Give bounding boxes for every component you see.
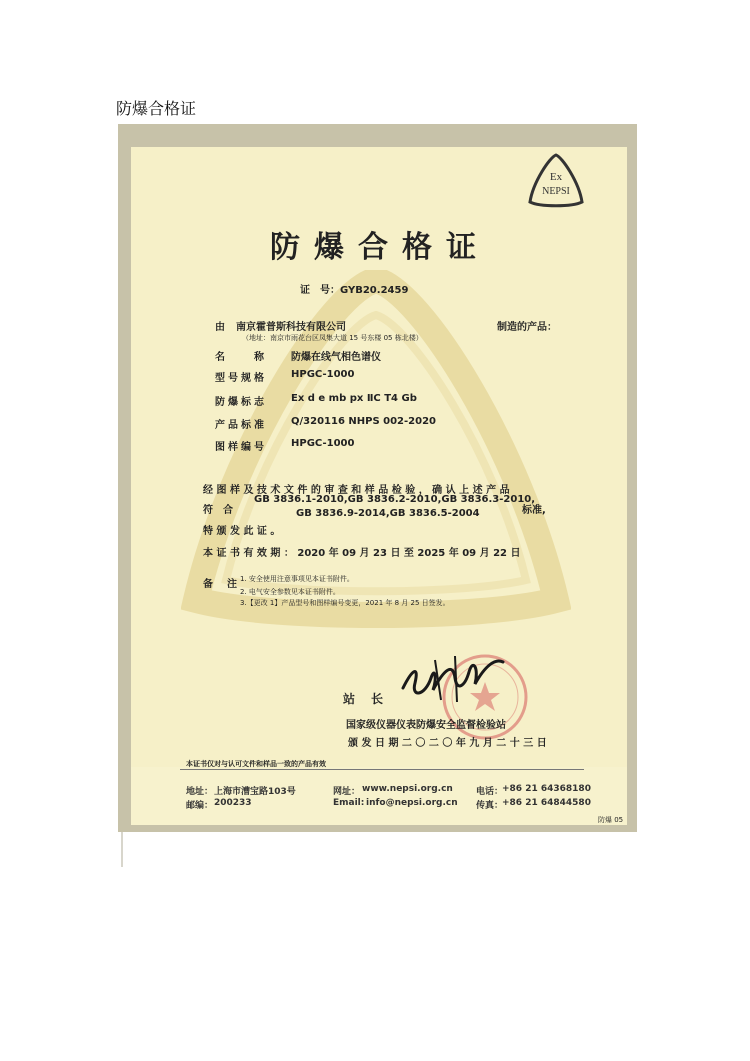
footer-divider (180, 769, 584, 770)
field-label: 防爆标志 (215, 397, 267, 408)
svg-text:Ex: Ex (549, 171, 563, 183)
field-value: HPGC-1000 (291, 438, 355, 449)
footer-postcode-label: 邮编： (186, 801, 214, 811)
comply-prefix: 符 合 (203, 505, 233, 516)
footer-fax: +86 21 64844580 (502, 798, 591, 808)
issue-date: 颁 发 日 期 二 〇 二 〇 年 九 月 二 十 三 日 (348, 738, 547, 749)
field-label: 名 称 (215, 352, 267, 363)
standards-line-2: GB 3836.9-2014,GB 3836.5-2004 (296, 508, 480, 519)
footer-postcode: 200233 (214, 798, 252, 808)
footer-email-label: Email: (333, 798, 365, 808)
field-label: 产品标准 (215, 420, 267, 431)
form-code: 防爆 05 (598, 816, 624, 824)
notes-label: 备 注 (203, 579, 239, 590)
certificate-title: 防爆合格证 (270, 230, 490, 265)
issuing-organization: 国家级仪器仪表防爆安全监督检验站 (346, 720, 506, 731)
director-label: 站 长 (343, 692, 386, 706)
footer-phone-label: 电话： (476, 787, 504, 797)
footer-website-label: 网址： (333, 787, 361, 797)
validity-note: 本证书仅对与认可文件和样品一致的产品有效 (186, 760, 326, 768)
footer-phone: +86 21 64368180 (502, 784, 591, 794)
certify-statement: 特 颁 发 此 证 。 (203, 526, 281, 537)
review-statement: 经 图 样 及 技 术 文 件 的 审 查 和 样 品 检 验 ， 确 认 上 述 产 品 (203, 485, 510, 496)
field-value: 防爆在线气相色谱仪 (291, 352, 381, 363)
field-value: HPGC-1000 (291, 369, 355, 380)
certificate-number: 证 号：GYB20.2459 (300, 285, 409, 296)
svg-text:NEPSI: NEPSI (542, 186, 570, 197)
footer-address-label: 地址： (186, 787, 214, 797)
issued-by-prefix: 由 (215, 322, 225, 333)
company-name: 南京霍普斯科技有限公司 (236, 322, 346, 333)
validity-period: 本 证 书 有 效 期 ： 2020 年 09 月 23 日 至 2025 年 09 月 22 日 (203, 548, 521, 559)
footer-website: www.nepsi.org.cn (362, 784, 453, 794)
standards-line-1: GB 3836.1-2010,GB 3836.2-2010,GB 3836.3-2010, (254, 494, 536, 505)
page-caption: 防爆合格证 (116, 99, 197, 118)
footer-fax-label: 传真： (476, 801, 504, 811)
ex-nepsi-logo-icon (527, 152, 585, 210)
field-value: Q/320116 NHPS 002-2020 (291, 416, 436, 427)
field-label: 型号规格 (215, 373, 267, 384)
director-signature-icon (395, 648, 515, 708)
manufactured-suffix: 制造的产品： (497, 322, 557, 333)
note-item: 3.【更改 1】产品型号和图样编号变更，2021 年 8 月 25 日签发。 (240, 599, 450, 607)
note-item: 2. 电气安全参数见本证书附件。 (240, 588, 340, 596)
field-value: Ex d e mb px ⅡC T4 Gb (291, 393, 417, 404)
field-label: 图样编号 (215, 442, 267, 453)
footer-address: 上海市漕宝路103号 (214, 787, 296, 797)
standards-suffix: 标准, (522, 505, 546, 516)
note-item: 1. 安全使用注意事项见本证书附件。 (240, 575, 354, 583)
footer-email: info@nepsi.org.cn (366, 798, 458, 808)
scan-edge-line (121, 832, 123, 867)
company-address: （地址：南京市雨花台区凤集大道 15 号东楼 05 栋北楼） (242, 334, 423, 342)
